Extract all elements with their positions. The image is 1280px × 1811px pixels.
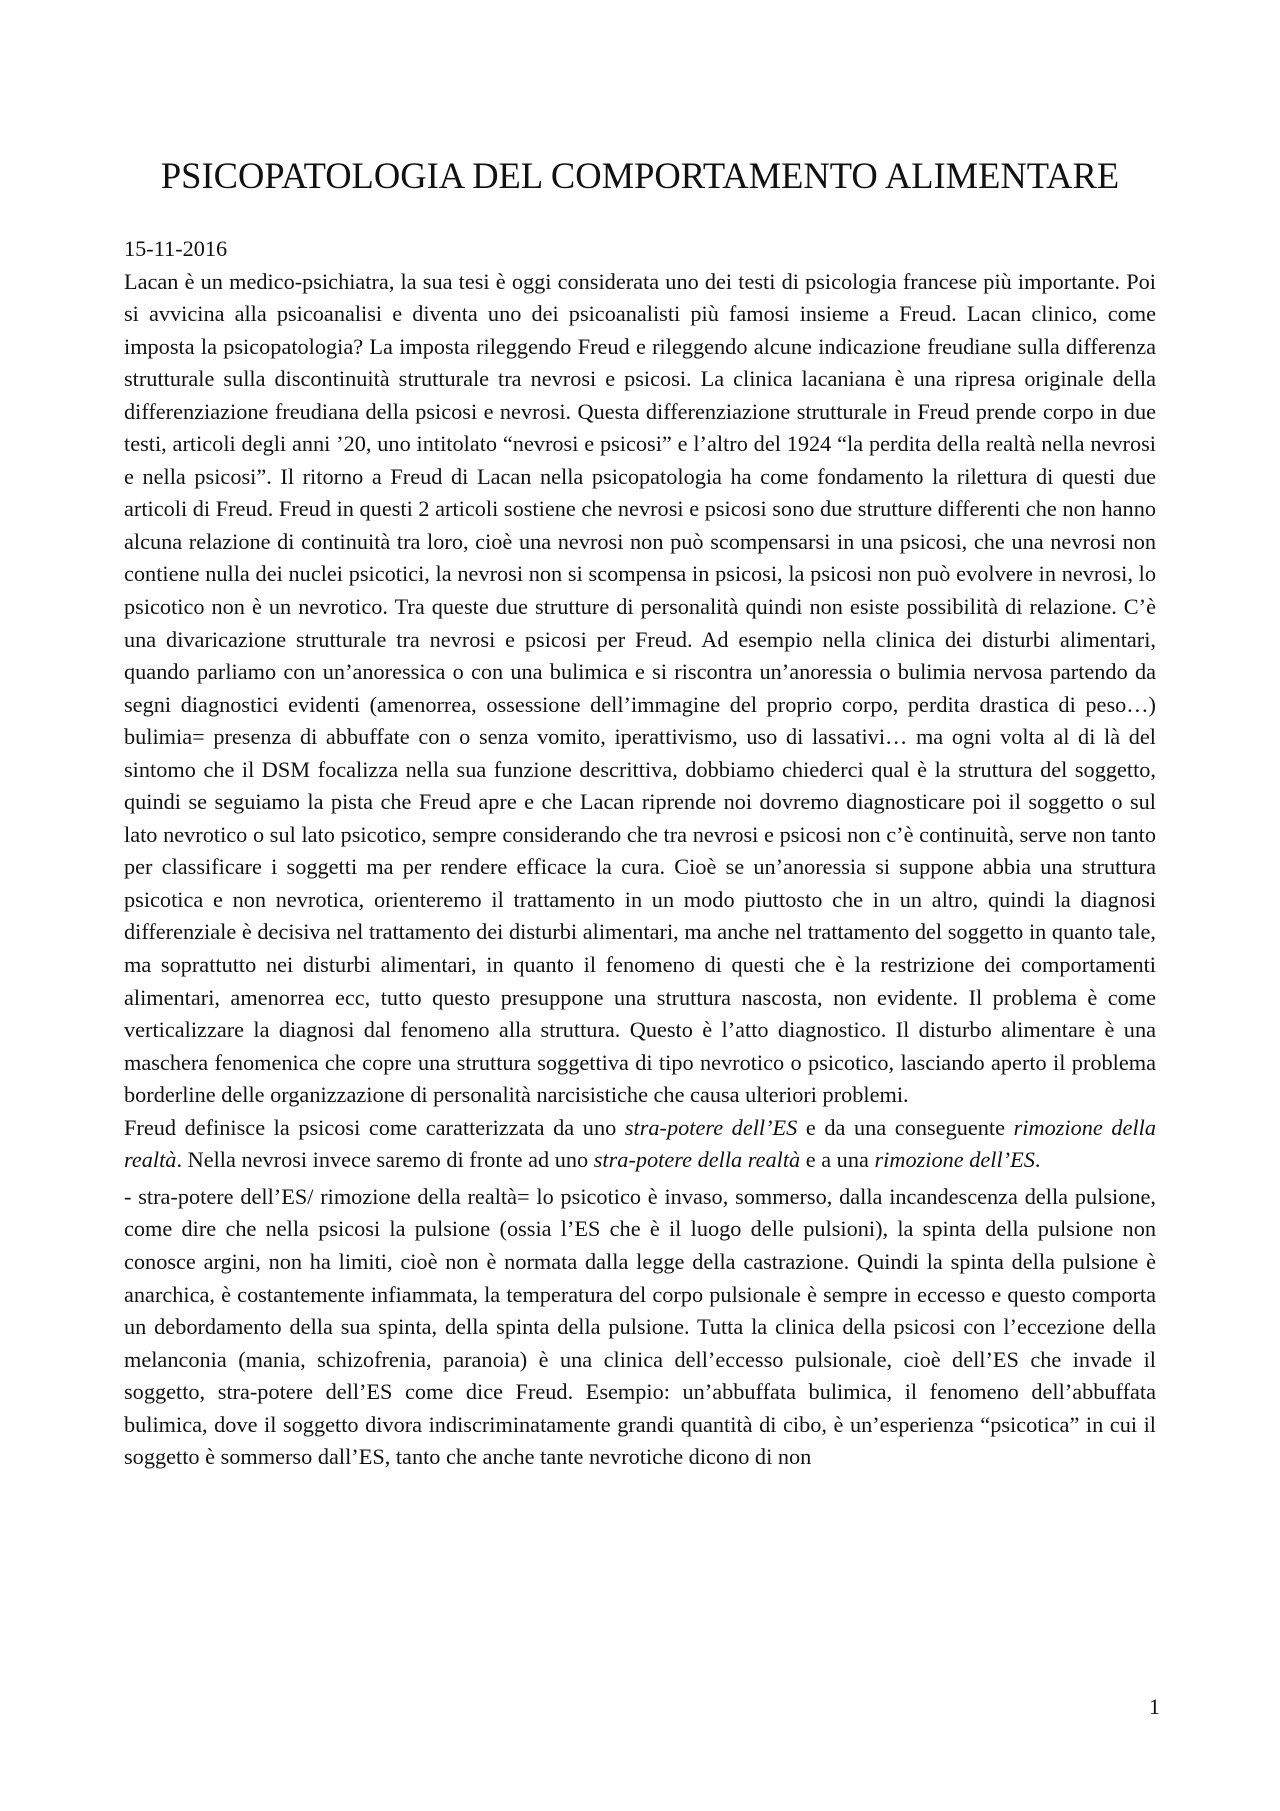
paragraph-intro: Lacan è un medico-psichiatra, la sua tesi è oggi considerata uno dei testi di psicologia francese più importante. Poi si avvicina alla psicoanalisi e diventa uno dei psicoanalisti più famosi insieme a Freud. Lacan clinico, come imposta la psicopatologia? La imposta rileggendo Freud e rileggendo alcune indicazione freudiane sulla differenza strutturale sulla discontinuità strutturale tra nevrosi e psicosi. La clinica lacaniana è una ripresa originale della differenziazione freudiana della psicosi e nevrosi. Questa differenziazione strutturale in Freud prende corpo in due testi, articoli degli anni ’20, uno intitolato “nevrosi e psicosi” e l’altro del 1924 “la perdita della realtà nella nevrosi e nella psicosi”. Il ritorno a Freud di Lacan nella psicopatologia ha come fondamento la rilettura di questi due articoli di Freud. Freud in questi 2 articoli sostiene che nevrosi e psicosi sono due strutture differenti che non hanno alcuna relazione di continuità tra loro, cioè una nevrosi non può scompensarsi in una psicosi, che una nevrosi non contiene nulla dei nuclei psicotici, la nevrosi non si scompensa in psicosi, la psicosi non può evolvere in nevrosi, lo psicotico non è un nevrotico. Tra queste due strutture di personalità quindi non esiste possibilità di relazione. C’è una divaricazione strutturale tra nevrosi e psicosi per Freud. Ad esempio nella clinica dei disturbi alimentari, quando parliamo con un’anoressica o con una bulimica e si riscontra un’anoressia o bulimia nervosa partendo da segni diagnostici evidenti (amenorrea, ossessione dell’immagine del proprio corpo, perdita drastica di peso…) bulimia= presenza di abbuffate con o senza vomito, iperattivismo, uso di lassativi… ma ogni volta al di là del sintomo che il DSM focalizza nella sua funzione descrittiva, dobbiamo chiederci qual è la struttura del soggetto, quindi se seguiamo la pista che Freud apre e che Lacan riprende noi dovremo diagnosticare poi il soggetto o sul lato nevrotico o sul lato psicotico, sempre considerando che tra nevrosi e psicosi non c’è continuità, serve non tanto per classificare i soggetti ma per rendere efficace la cura. Cioè se un’anoressia si suppone abbia una struttura psicotica e non nevrotica, orienteremo il trattamento in un modo piuttosto che in un altro, quindi la diagnosi differenziale è decisiva nel trattamento dei disturbi alimentari, ma anche nel trattamento del soggetto in quanto tale, ma soprattutto nei disturbi alimentari, in quanto il fenomeno di questi che è la restrizione dei comportamenti alimentari, amenorrea ecc, tutto questo presuppone una struttura nascosta, non evidente. Il problema è come verticalizzare la diagnosi dal fenomeno alla struttura. Questo è l’atto diagnostico. Il disturbo alimentare è una maschera fenomenica che copre una struttura soggettiva di tipo nevrotico o psicotico, lasciando aperto il problema borderline delle organizzazione di personalità narcisistiche che causa ulteriori problemi. xyxy=(124,268,1156,1108)
page-number: 1 xyxy=(1149,1694,1160,1719)
paragraph-text: e da una conseguente xyxy=(797,1114,1014,1140)
paragraph-freud-definition xyxy=(124,1112,1156,1177)
emphasis-text: stra-potere della realtà xyxy=(593,1147,801,1173)
document-title: PSICOPATOLOGIA DEL COMPORTAMENTO ALIMENTARE xyxy=(160,155,1120,196)
document-body xyxy=(124,233,1156,1474)
paragraph-text: . xyxy=(1034,1147,1041,1173)
paragraph-text: e a una xyxy=(800,1147,875,1173)
paragraph-text: Freud definisce la psicosi come caratterizzata da uno xyxy=(124,1114,625,1140)
paragraph-text: . Nella nevrosi invece saremo di fronte ad uno xyxy=(176,1147,594,1173)
emphasis-text: rimozione dell’ES xyxy=(874,1147,1035,1173)
lecture-date: 15-11-2016 xyxy=(124,236,228,261)
emphasis-text: rimozione della realtà xyxy=(124,1114,1156,1173)
paragraph-stra-potere: - stra-potere dell’ES/ rimozione della realtà= lo psicotico è invaso, sommerso, dalla incandescenza della pulsione, come dire che nella psicosi la pulsione (ossia l’ES che è il luogo delle pulsioni), la spinta della pulsione non conosce argini, non ha limiti, cioè non è normata dalla legge della castrazione. Quindi la spinta della pulsione è anarchica, è costantemente infiammata, la temperatura del corpo pulsionale è sempre in eccesso e questo comporta un debordamento della sua spinta, della spinta della pulsione. Tutta la clinica della psicosi con l’eccezione della melanconia (mania, schizofrenia, paranoia) è una clinica dell’eccesso pulsionale, cioè dell’ES che invade il soggetto, stra-potere dell’ES come dice Freud. Esempio: un’abbuffata bulimica, il fenomeno dell’abbuffata bulimica, dove il soggetto divora indiscriminatamente grandi quantità di cibo, è un’esperienza “psicotica” in cui il soggetto è sommerso dall’ES, tanto che anche tante nevrotiche dicono di non xyxy=(124,1183,1156,1470)
emphasis-text: stra-potere dell’ES xyxy=(624,1114,798,1140)
